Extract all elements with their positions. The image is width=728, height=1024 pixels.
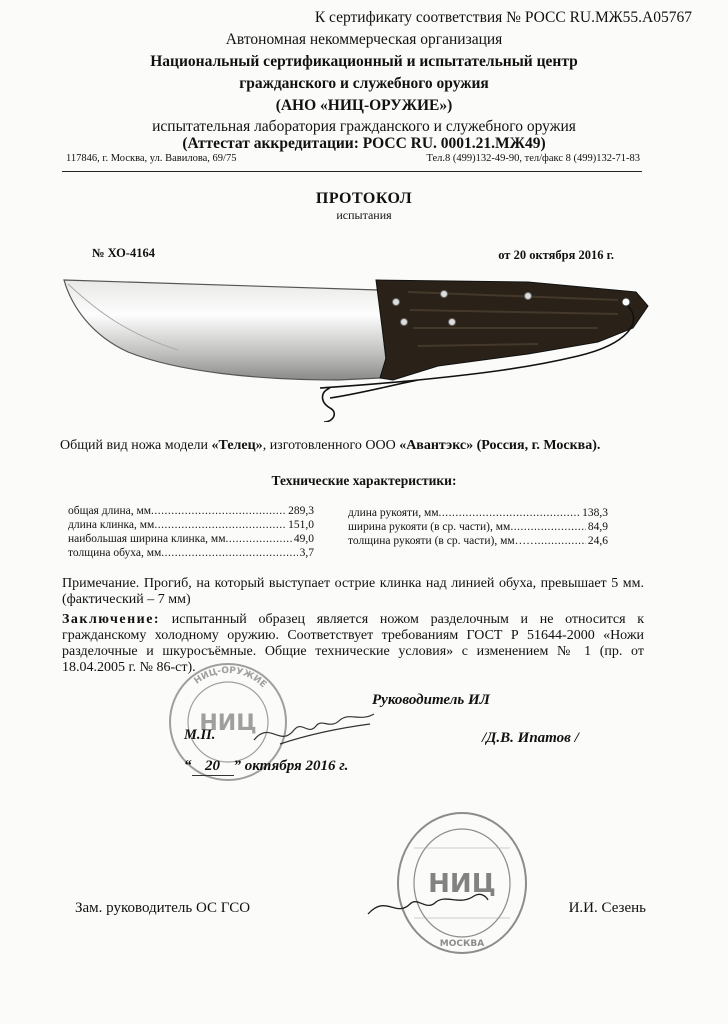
- conclusion-text: испытанный образец является ножом разделочным и не относится к гражданскому холодному оружию. Соответствует требованиям ГОСТ Р 51644-2000 «Ножи разделочные и шкуросъёмные. Общие технические условия» с изменением № 1 (пр. от 18.04.2005 г. № 86-ст).: [62, 612, 644, 675]
- deputy-title: Зам. руководитель ОС ГСО: [75, 900, 251, 916]
- specs-left: [68, 504, 314, 560]
- address: 117846, г. Москва, ул. Вавилова, 69/75: [66, 153, 237, 164]
- laboratory-name: испытательная лаборатория гражданского и служебного оружия: [152, 118, 576, 135]
- head-name: /Д.В. Ипатов /: [482, 730, 579, 746]
- spec-row: общая длина, мм ..... 289,3: [68, 504, 314, 518]
- stamp-center-text: НИЦ: [199, 711, 257, 736]
- stamp-city-text: МОСКВА: [439, 939, 485, 949]
- caption-prefix: Общий вид ножа модели: [60, 438, 212, 453]
- spec-row: ширина рукояти (в ср. части), мм ..... 84,9: [348, 520, 608, 534]
- caption-model: «Телец»: [211, 438, 263, 453]
- spec-row: толщина рукояти (в ср. части), мм…… ..... 24,6: [348, 534, 608, 548]
- note: Примечание. Прогиб, на который выступает острие клинка над линией обуха, превышает 5 мм. (фактический – 7 мм): [62, 576, 644, 607]
- protocol-subtitle: испытания: [336, 208, 392, 222]
- protocol-date: от 20 октября 2016 г.: [498, 248, 614, 262]
- stamp-ring-text: НИЦ-ОРУЖИЕ: [192, 665, 269, 691]
- accreditation: (Аттестат аккредитации: РОСС RU. 0001.21.МЖ49): [182, 135, 546, 152]
- specs-heading: Технические характеристики:: [271, 473, 457, 488]
- spec-row: длина рукояти, мм ..... 138,3: [348, 506, 608, 520]
- seal-place-label: М.П.: [184, 727, 216, 743]
- certification-stamp: [394, 808, 530, 958]
- rivet: [441, 291, 448, 298]
- spec-row: длина клинка, мм ..... 151,0: [68, 518, 314, 532]
- head-title: Руководитель ИЛ: [372, 692, 490, 708]
- org-short-name: (АНО «НИЦ-ОРУЖИЕ»): [275, 97, 453, 114]
- spec-row: наибольшая ширина клинка, мм ..... 49,0: [68, 532, 314, 546]
- org-name-line1: Национальный сертификационный и испытательный центр: [150, 53, 578, 70]
- phones: Тел.8 (499)132-49-90, тел/факс 8 (499)132-71-83: [426, 153, 640, 164]
- knife-image: [58, 262, 658, 422]
- blade: [64, 280, 386, 380]
- protocol-number: № ХО-4164: [92, 246, 155, 260]
- caption-maker: «Авантэкс» (Россия, г. Москва).: [399, 438, 601, 453]
- stamp-center-text: НИЦ: [428, 869, 496, 899]
- specs-right: [348, 506, 608, 548]
- org-type: Автономная некоммерческая организация: [225, 31, 503, 48]
- conclusion-label: Заключение:: [62, 612, 161, 627]
- knife-caption: [60, 438, 600, 454]
- rivet: [401, 319, 408, 326]
- lanyard-hole: [622, 298, 630, 306]
- head-signature: [250, 700, 380, 752]
- conclusion: [62, 612, 644, 676]
- org-name-line2: гражданского и служебного оружия: [239, 75, 489, 92]
- header-rule: [62, 171, 642, 172]
- rivet: [449, 319, 456, 326]
- caption-middle: , изготовленного ООО: [262, 438, 400, 453]
- spec-row: толщина обуха, мм ..... 3,7: [68, 546, 314, 560]
- rivet: [525, 293, 532, 300]
- certificate-reference: К сертификату соответствия № РОСС RU.МЖ55.А05767: [314, 9, 692, 26]
- signature-date: “ 20 ” октября 2016 г.: [184, 758, 349, 774]
- rivet: [393, 299, 400, 306]
- protocol-title: ПРОТОКОЛ: [315, 190, 413, 207]
- deputy-name: И.И. Сезень: [568, 900, 646, 916]
